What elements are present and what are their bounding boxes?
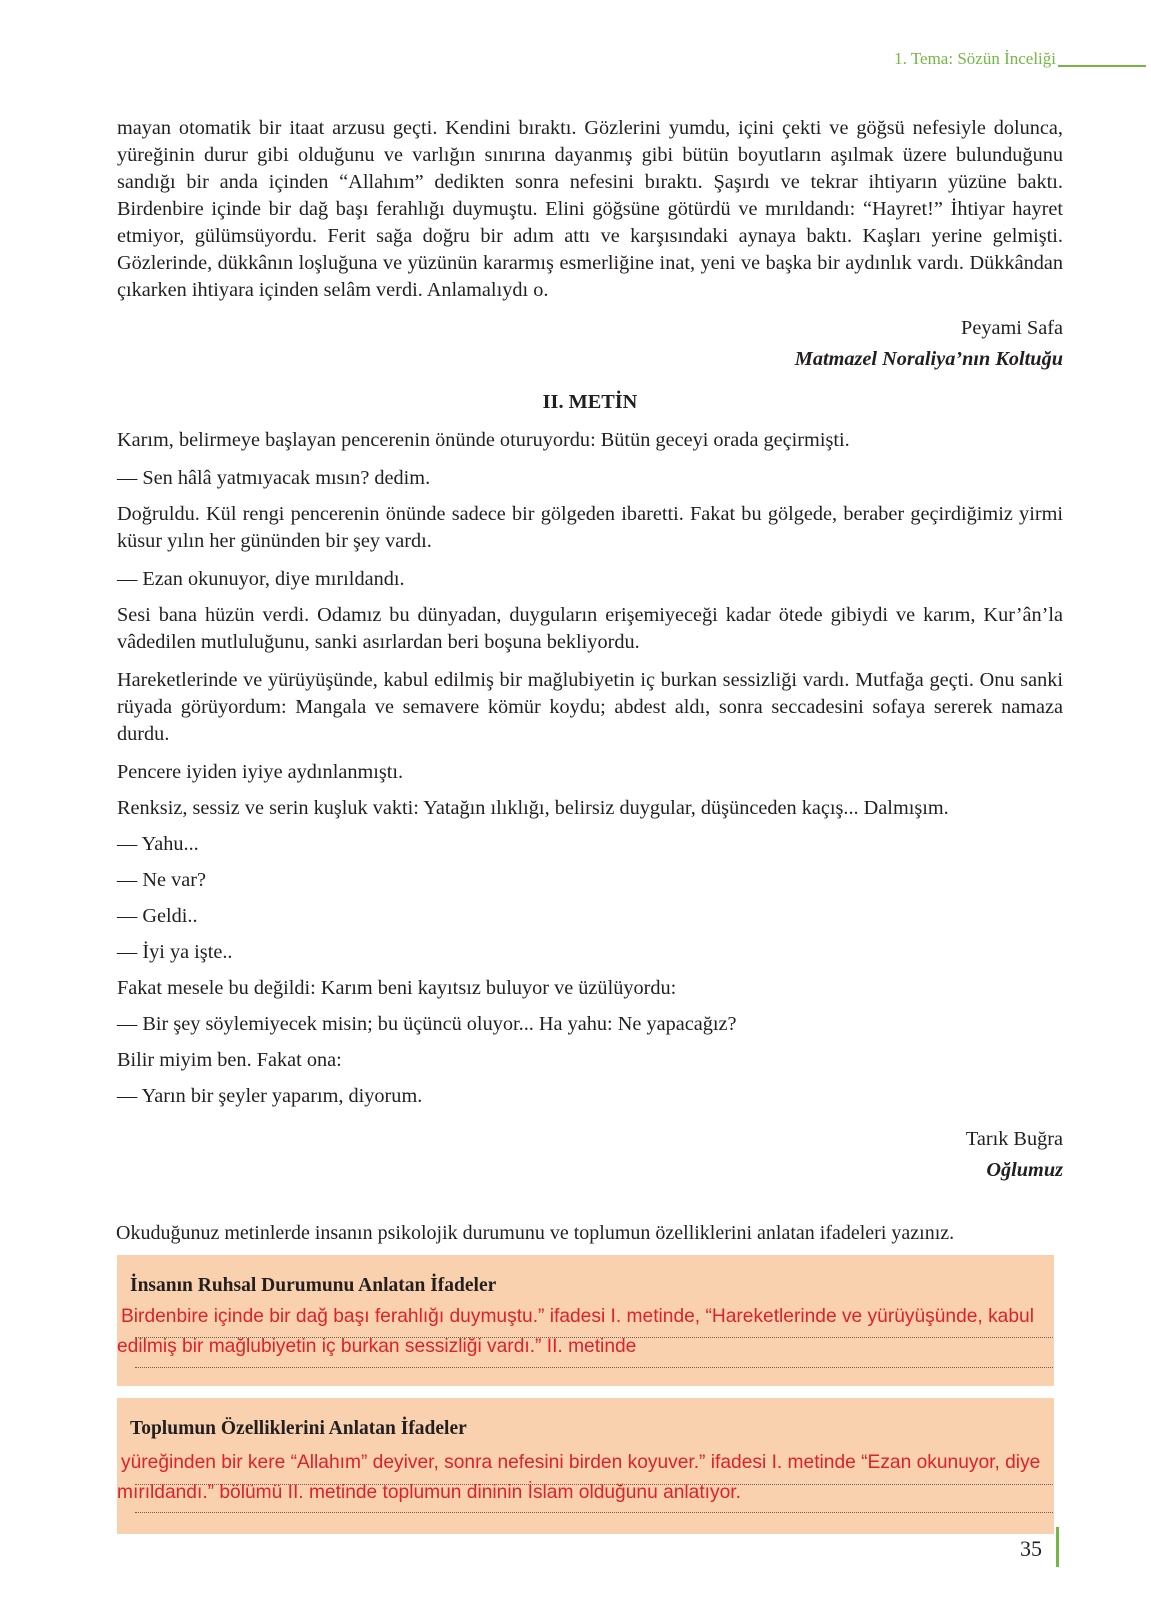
text2-heading: II. METİN [542, 391, 638, 413]
text1-book-title: Matmazel Noraliya’nın Koltuğu [794, 348, 1063, 370]
page-header [831, 46, 1151, 76]
answer-text: mırıldandı.” bölümü II. metinde toplumun dininin İslam olduğunu anlatıyor. [117, 1482, 741, 1503]
text2-dialogue: — Yahu... [117, 833, 199, 855]
text1-author: Peyami Safa [961, 317, 1063, 339]
text2-paragraph: Karım, belirmeye başlayan pencerenin önünde oturuyordu: Bütün geceyi orada geçirmişti. [117, 429, 850, 451]
text2-paragraph: Renksiz, sessiz ve serin kuşluk vakti: Yatağın ılıklığı, belirsiz duygular, düşünceden kaçış... Dalmışım. [117, 797, 949, 819]
text2-author: Tarık Buğra [965, 1128, 1063, 1150]
text2-dialogue: — Ne var? [117, 869, 206, 891]
box-title: Toplumun Özelliklerini Anlatan İfadeler [130, 1418, 467, 1439]
answer-line[interactable] [135, 1367, 1053, 1368]
text2-paragraph: Bilir miyim ben. Fakat ona: [117, 1049, 342, 1071]
text2-paragraph: Hareketlerinde ve yürüyüşünde, kabul edilmiş bir mağlubiyetin iç burkan sessizliği vardı. Mutfağa geçti. Onu sanki rüyada görüyordum: Mangala ve semavere kömür koydu; abdest aldı, sonra seccadesini sofaya sererek namaza durdu. [117, 669, 1063, 745]
handwritten-answer-2 [117, 1448, 1141, 1508]
text2-paragraph: Sesi bana hüzün verdi. Odamız bu dünyadan, duyguların erişemiyeceği kadar ötede gibiydi ve karım, Kur’ân’la vâdedilen mutluluğunu, sanki asırlardan beri boşuna bekliyordu. [117, 604, 1063, 653]
answer-text: Birdenbire içinde bir dağ başı ferahlığı duymuştu.” ifadesi I. metinde, “Hareketlerinde ve yürüyüşünde, kabul [121, 1306, 1034, 1327]
text2-paragraph: Fakat mesele bu değildi: Karım beni kayıtsız buluyor ve üzülüyordu: [117, 977, 677, 999]
text2-dialogue: — İyi ya işte.. [117, 941, 233, 963]
text2-paragraph: Doğruldu. Kül rengi pencerenin önünde sadece bir gölgeden ibaretti. Fakat bu gölgede, beraber geçirdiğimiz yirmi küsur yılın her gününden bir şey vardı. [117, 503, 1063, 552]
exercise-instruction: Okuduğunuz metinlerde insanın psikolojik durumunu ve toplumun özelliklerini anlatan ifadeleri yazınız. [116, 1222, 955, 1244]
text2-dialogue: — Bir şey söylemiyecek misin; bu üçüncü oluyor... Ha yahu: Ne yapacağız? [117, 1013, 737, 1035]
handwritten-answer-1 [117, 1302, 1141, 1362]
text2-dialogue: — Yarın bir şeyler yaparım, diyorum. [117, 1085, 423, 1107]
page-number: 35 [1020, 1536, 1042, 1561]
theme-title: 1. Tema: Sözün İnceliği [894, 49, 1056, 68]
answer-text: yüreğinden bir kere “Allahım” deyiver, sonra nefesini birden koyuver.” ifadesi I. metinde “Ezan okunuyor, diye [121, 1452, 1041, 1473]
text2-dialogue: — Sen hâlâ yatmıyacak mısın? dedim. [117, 467, 431, 489]
text2-paragraph: Pencere iyiden iyiye aydınlanmıştı. [117, 761, 404, 783]
page-number-bar [1056, 1527, 1059, 1567]
box-title: İnsanın Ruhsal Durumunu Anlatan İfadeler [130, 1275, 497, 1296]
header-accent-line [1058, 65, 1146, 67]
text1-paragraph: mayan otomatik bir itaat arzusu geçti. Kendini bıraktı. Gözlerini yumdu, içini çekti ve göğsü nefesiyle dolunca, yüreğinin durur gibi olduğunu ve varlığın sınırına dayanmış gibi bütün boyutların aşılmak üzere bulunduğunu sandığı bir anda içinden “Allahım” dedikten sonra nefesini bıraktı. Şaşırdı ve tekrar ihtiyarın yüzüne baktı. Birdenbire içinde bir dağ başı ferahlığı duymuştu. Elini göğsüne götürdü ve mırıldandı: “Hayret!” İhtiyar hayret etmiyor, gülümsüyordu. Ferit sağa doğru bir adım attı ve karşısındaki aynaya baktı. Kaşları yerine gelmişti. Gözlerinde, dükkânın loşluğuna ve yüzünün kararmış esmerliğine inat, yeni ve başka bir aydınlık vardı. Dükkândan çıkarken ihtiyara içinden selâm verdi. Anlamalıydı o. [117, 117, 1063, 301]
main-content [117, 115, 1063, 1195]
answer-text: edilmiş bir mağlubiyetin iç burkan sessizliği vardı.” II. metinde [117, 1336, 637, 1357]
answer-line[interactable] [135, 1512, 1053, 1513]
text2-dialogue: — Geldi.. [117, 905, 198, 927]
text2-book-title: Oğlumuz [986, 1159, 1063, 1181]
text2-dialogue: — Ezan okunuyor, diye mırıldandı. [117, 568, 405, 590]
